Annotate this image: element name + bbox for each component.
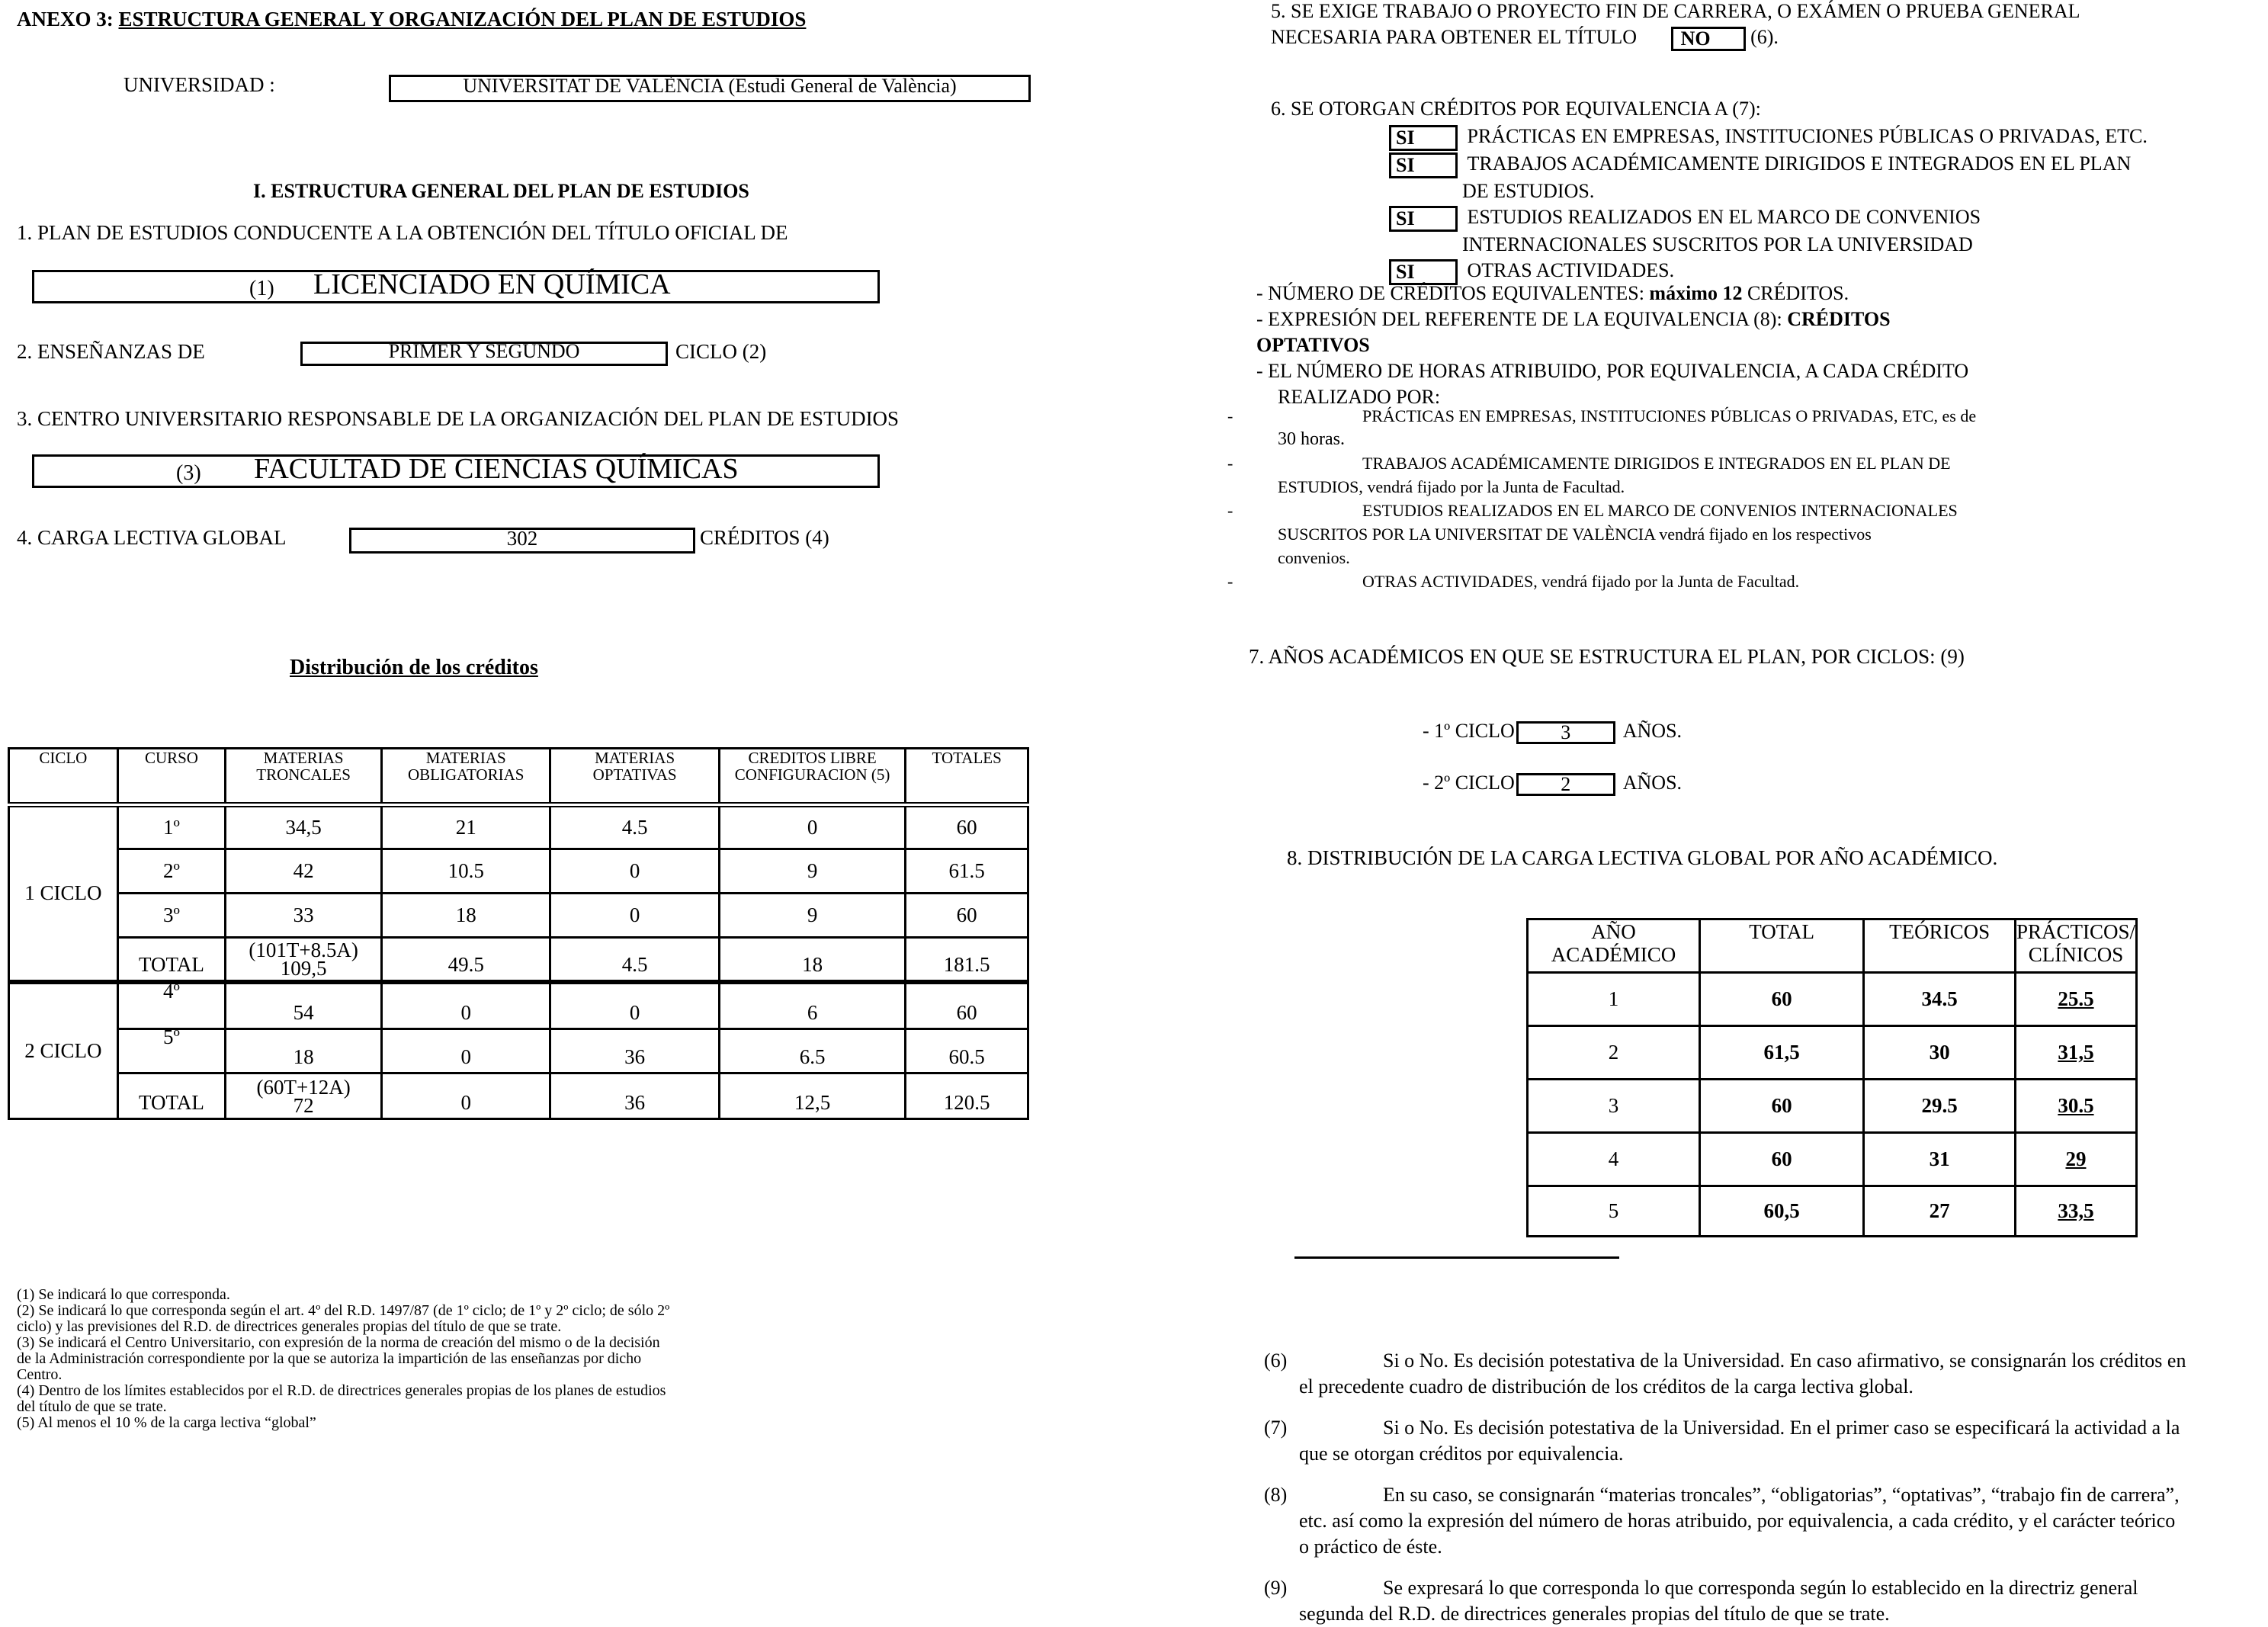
item-7-heading: 7. AÑOS ACADÉMICOS EN QUE SE ESTRUCTURA EL PLAN, POR CICLOS: (9) [1249, 645, 1965, 668]
obligatorias-cell: 18 [381, 894, 550, 938]
footnotes-left [17, 1287, 669, 1431]
table-header-row [1528, 919, 2137, 973]
cycle-2-years [1423, 772, 1682, 796]
troncales-cell: 18 [226, 1029, 382, 1073]
year-cell: 5 [1528, 1186, 1700, 1237]
bullet-text: ESTUDIOS REALIZADOS EN EL MARCO DE CONVENIOS INTERNACIONALES [1362, 501, 1958, 520]
note-ref: (9) [1264, 1577, 1288, 1599]
option-value: SI [1389, 259, 1458, 285]
total-row [9, 1073, 1028, 1119]
col-header: TOTAL [1699, 919, 1863, 973]
item-5-line2: NECESARIA PARA OBTENER EL TÍTULO NO (6). [1271, 26, 1779, 50]
item-2-label: 2. ENSEÑANZAS DE [17, 340, 205, 363]
equivalent-credits-value: máximo 12 [1649, 282, 1743, 304]
libre-cell: 6.5 [719, 1029, 906, 1073]
note-item [1264, 1575, 2263, 1627]
note-text-cont: segunda del R.D. de directrices generales propias del título de que se trate. [1299, 1603, 1890, 1625]
bullet-item [1227, 451, 2066, 499]
obligatorias-cell: 21 [381, 805, 550, 849]
totales-cell: 60.5 [906, 1029, 1028, 1073]
theory-cell: 30 [1864, 1026, 2016, 1080]
center-name: FACULTAD DE CIENCIAS QUÍMICAS [254, 453, 739, 485]
annex-title: ESTRUCTURA GENERAL Y ORGANIZACIÓN DEL PLAN DE ESTUDIOS [118, 8, 807, 30]
course-cell: 5º [117, 1029, 226, 1073]
item-4-label: 4. CARGA LECTIVA GLOBAL [17, 526, 287, 549]
university-value: UNIVERSITAT DE VALÈNCIA (Estudi General de València) [463, 75, 957, 97]
note-text-cont: el precedente cuadro de distribución de los créditos de la carga lectiva global. [1299, 1375, 1914, 1398]
troncales-cell [226, 1073, 382, 1119]
course-cell: TOTAL [117, 1073, 226, 1119]
table-row [1528, 1026, 2137, 1080]
col-header: MATERIAS TRONCALES [226, 749, 382, 805]
equivalence-reference: - EXPRESIÓN DEL REFERENTE DE LA EQUIVALENCIA (8): CRÉDITOS [1256, 308, 1891, 330]
col-header: TEÓRICOS [1864, 919, 2016, 973]
bullet-item [1227, 404, 2066, 451]
practice-cell: 33,5 [2015, 1186, 2136, 1237]
note-item [1264, 1348, 2263, 1400]
note-text: Si o No. Es decisión potestativa de la Universidad. En el primer caso se especificará la actividad a la [1383, 1417, 2180, 1439]
notes-divider [1294, 1256, 1619, 1259]
col-header: AÑO ACADÉMICO [1528, 919, 1700, 973]
equivalence-reference-cont: OPTATIVOS [1256, 334, 1370, 356]
bullet-dash: - [1227, 572, 1233, 591]
note-text-cont: o práctico de éste. [1299, 1536, 1442, 1558]
bullet-text-cont: SUSCRITOS POR LA UNIVERSITAT DE VALÈNCIA vendrá fijado en los respectivos [1278, 525, 1872, 544]
item-3-label: 3. CENTRO UNIVERSITARIO RESPONSABLE DE LA ORGANIZACIÓN DEL PLAN DE ESTUDIOS [17, 407, 900, 430]
total-row [9, 938, 1028, 982]
table-row [9, 1029, 1028, 1073]
obligatorias-cell: 49.5 [381, 938, 550, 982]
cycles-suffix: CICLO (2) [675, 340, 767, 363]
practice-cell: 30.5 [2015, 1080, 2136, 1133]
bullet-dash: - [1227, 406, 1233, 425]
totales-cell: 61.5 [906, 849, 1028, 894]
note-ref: (6) [1264, 1349, 1288, 1372]
course-cell: TOTAL [117, 938, 226, 982]
item-5-line1: 5. SE EXIGE TRABAJO O PROYECTO FIN DE CARRERA, O EXÁMEN O PRUEBA GENERAL [1271, 0, 2080, 22]
equivalence-option [1389, 151, 2148, 204]
obligatorias-cell: 0 [381, 1073, 550, 1119]
cycle-2-label: - 2º CICLO [1423, 772, 1515, 794]
optativas-cell: 0 [550, 894, 719, 938]
cycle-2-value: 2 [1516, 773, 1615, 796]
degree-title-field [32, 270, 880, 303]
totales-cell: 60 [906, 805, 1028, 849]
table-row [1528, 1080, 2137, 1133]
table-row [9, 805, 1028, 849]
total-cell: 60 [1699, 1133, 1863, 1186]
optativas-cell: 36 [550, 1073, 719, 1119]
footnote-line: (4) Dentro de los límites establecidos por el R.D. de directrices generales propias de los planes de estudios [17, 1382, 666, 1399]
total-cell: 60 [1699, 973, 1863, 1026]
totales-cell: 60 [906, 894, 1028, 938]
year-cell: 4 [1528, 1133, 1700, 1186]
bullet-text: TRABAJOS ACADÉMICAMENTE DIRIGIDOS E INTEGRADOS EN EL PLAN DE [1362, 454, 1951, 473]
table-row [9, 894, 1028, 938]
course-cell: 3º [117, 894, 226, 938]
col-header: CURSO [117, 749, 226, 805]
equivalence-option [1389, 124, 2148, 151]
optativas-cell: 0 [550, 982, 719, 1029]
footnote-line: de la Administración correspondiente por la que se autoriza la impartición de las enseñanzas por dicho [17, 1350, 642, 1367]
bullet-text: PRÁCTICAS EN EMPRESAS, INSTITUCIONES PÚBLICAS O PRIVADAS, ETC, es de [1362, 406, 1977, 425]
troncales-cell: 42 [226, 849, 382, 894]
university-label: UNIVERSIDAD : [124, 73, 275, 96]
note-text: En su caso, se consignarán “materias troncales”, “obligatorias”, “optativas”, “trabajo fin de carrera”, [1383, 1484, 2180, 1506]
table-row [1528, 1133, 2137, 1186]
cycle-1-years [1423, 720, 1682, 744]
libre-cell: 9 [719, 894, 906, 938]
practice-cell: 31,5 [2015, 1026, 2136, 1080]
troncales-cell: 54 [226, 982, 382, 1029]
footnote-line: (1) Se indicará lo que corresponda. [17, 1286, 230, 1303]
note-text: Si o No. Es decisión potestativa de la Universidad. En caso afirmativo, se consignarán los créditos en [1383, 1349, 2186, 1372]
note-ref: (8) [1264, 1484, 1288, 1506]
libre-cell: 9 [719, 849, 906, 894]
totales-cell: 120.5 [906, 1073, 1028, 1119]
hours-bullets [1227, 404, 2066, 593]
cycle-1-value: 3 [1516, 721, 1615, 744]
degree-ref: (1) [249, 277, 274, 300]
troncales-note: (101T+8.5A) [249, 938, 358, 961]
hours-line: REALIZADO POR: [1278, 386, 1441, 408]
footnote-line: (5) Al menos el 10 % de la carga lectiva “global” [17, 1414, 316, 1431]
course-cell: 1º [117, 805, 226, 849]
note-item [1264, 1415, 2263, 1467]
equivalence-options [1389, 124, 2148, 285]
bullet-item [1227, 570, 2066, 593]
libre-cell: 18 [719, 938, 906, 982]
libre-cell: 0 [719, 805, 906, 849]
item-5 [1271, 0, 2080, 51]
equivalence-option [1389, 204, 2148, 258]
bullet-text-cont: 30 horas. [1278, 429, 1345, 449]
hours-line: - EL NÚMERO DE HORAS ATRIBUIDO, POR EQUIVALENCIA, A CADA CRÉDITO [1256, 360, 1969, 382]
option-label: PRÁCTICAS EN EMPRESAS, INSTITUCIONES PÚBLICAS O PRIVADAS, ETC. [1467, 125, 2148, 147]
year-cell: 1 [1528, 973, 1700, 1026]
course-cell: 4º [117, 982, 226, 1029]
option-value: SI [1389, 125, 1458, 151]
total-cell: 60 [1699, 1080, 1863, 1133]
troncales-cell [226, 938, 382, 982]
load-per-year-table [1526, 918, 2138, 1237]
optativas-cell: 36 [550, 1029, 719, 1073]
option-label-cont: DE ESTUDIOS. [1462, 180, 1595, 203]
bullet-dash: - [1227, 454, 1233, 473]
equivalence-reference-value: CRÉDITOS [1787, 308, 1891, 330]
practice-cell: 29 [2015, 1133, 2136, 1186]
note-ref: (7) [1264, 1417, 1288, 1439]
table-row [1528, 973, 2137, 1026]
option-value: SI [1389, 152, 1458, 178]
section-heading: I. ESTRUCTURA GENERAL DEL PLAN DE ESTUDIOS [253, 180, 749, 202]
item-1-label: 1. PLAN DE ESTUDIOS CONDUCENTE A LA OBTENCIÓN DEL TÍTULO OFICIAL DE [17, 221, 788, 244]
item-8-heading: 8. DISTRIBUCIÓN DE LA CARGA LECTIVA GLOBAL POR AÑO ACADÉMICO. [1287, 846, 1998, 869]
col-header: MATERIAS OPTATIVAS [550, 749, 719, 805]
bullet-text-cont: ESTUDIOS, vendrá fijado por la Junta de Facultad. [1278, 477, 1625, 496]
global-load-suffix: CRÉDITOS (4) [700, 526, 829, 549]
troncales-cell: 33 [226, 894, 382, 938]
credits-distribution-table [8, 747, 1029, 1120]
total-cell: 60,5 [1699, 1186, 1863, 1237]
col-header: CICLO [9, 749, 118, 805]
equivalence-details [1256, 281, 1968, 410]
table-header-row [9, 749, 1028, 805]
bullet-text: OTRAS ACTIVIDADES, vendrá fijado por la Junta de Facultad. [1362, 572, 1800, 591]
troncales-value: 109,5 [280, 956, 327, 980]
final-project-value: NO [1671, 27, 1746, 51]
theory-cell: 31 [1864, 1133, 2016, 1186]
obligatorias-cell: 10.5 [381, 849, 550, 894]
cycle-1-label: - 1º CICLO [1423, 720, 1515, 742]
option-label: ESTUDIOS REALIZADOS EN EL MARCO DE CONVENIOS [1467, 206, 1981, 229]
troncales-note: (60T+12A) [256, 1075, 351, 1099]
final-project-ref: (6). [1750, 26, 1779, 48]
annex-label: ANEXO 3: [17, 8, 114, 30]
year-cell: 3 [1528, 1080, 1700, 1133]
troncales-value: 72 [293, 1093, 314, 1117]
footnote-line: Centro. [17, 1366, 63, 1383]
footnote-line: (2) Se indicará lo que corresponda según el art. 4º del R.D. 1497/87 (de 1º ciclo; de 1º y 2º ciclo; de sólo 2º [17, 1302, 670, 1319]
col-header: TOTALES [906, 749, 1028, 805]
university-field [389, 75, 1031, 102]
col-header: MATERIAS OBLIGATORIAS [381, 749, 550, 805]
distribution-title: Distribución de los créditos [290, 656, 538, 679]
libre-cell: 6 [719, 982, 906, 1029]
optativas-cell: 4.5 [550, 938, 719, 982]
cycle-1-unit: AÑOS. [1622, 720, 1683, 742]
degree-title: LICENCIADO EN QUÍMICA [313, 268, 671, 300]
obligatorias-cell: 0 [381, 1029, 550, 1073]
annex-heading [17, 8, 806, 31]
bullet-dash: - [1227, 501, 1233, 520]
cycles-field [300, 342, 668, 366]
equivalent-credits: - NÚMERO DE CRÉDITOS EQUIVALENTES: máximo 12 CRÉDITOS. [1256, 282, 1849, 304]
table-row [9, 849, 1028, 894]
theory-cell: 34.5 [1864, 973, 2016, 1026]
bullet-item [1227, 499, 2066, 570]
totales-cell: 181.5 [906, 938, 1028, 982]
global-load-field [349, 528, 695, 554]
course-cell: 2º [117, 849, 226, 894]
bullet-text-cont: convenios. [1278, 548, 1350, 567]
note-text-cont: etc. así como la expresión del número de horas atribuido, por equivalencia, a cada crédito, y el carácter teórico [1299, 1510, 2176, 1532]
footnote-line: del título de que se trate. [17, 1398, 167, 1415]
col-header: PRÁCTICOS/ CLÍNICOS [2015, 919, 2136, 973]
optativas-cell: 0 [550, 849, 719, 894]
footnote-line: ciclo) y las previsiones del R.D. de directrices generales propias del título de que se trate. [17, 1318, 562, 1335]
table-row [9, 982, 1028, 1029]
theory-cell: 29.5 [1864, 1080, 2016, 1133]
global-load-value: 302 [506, 527, 538, 550]
theory-cell: 27 [1864, 1186, 2016, 1237]
option-label: TRABAJOS ACADÉMICAMENTE DIRIGIDOS E INTEGRADOS EN EL PLAN [1467, 152, 2132, 175]
note-text: Se expresará lo que corresponda lo que corresponda según lo establecido en la directriz general [1383, 1577, 2138, 1599]
total-cell: 61,5 [1699, 1026, 1863, 1080]
obligatorias-cell: 0 [381, 982, 550, 1029]
notes-right [1264, 1348, 2263, 1627]
note-item [1264, 1482, 2263, 1560]
note-text-cont: que se otorgan créditos por equivalencia. [1299, 1442, 1624, 1465]
footnote-line: (3) Se indicará el Centro Universitario, con expresión de la norma de creación del mismo o de la decisión [17, 1334, 660, 1351]
center-ref: (3) [176, 461, 201, 485]
col-header: CREDITOS LIBRE CONFIGURACION (5) [719, 749, 906, 805]
option-value: SI [1389, 206, 1458, 232]
item-6-heading: 6. SE OTORGAN CRÉDITOS POR EQUIVALENCIA A (7): [1271, 98, 1761, 120]
center-field [32, 454, 880, 488]
option-label: OTRAS ACTIVIDADES. [1467, 259, 1675, 282]
totales-cell: 60 [906, 982, 1028, 1029]
optativas-cell: 4.5 [550, 805, 719, 849]
cycles-value: PRIMER Y SEGUNDO [388, 340, 580, 362]
practice-cell: 25.5 [2015, 973, 2136, 1026]
cycle-cell: 1 CICLO [9, 805, 118, 982]
table-row [1528, 1186, 2137, 1237]
year-cell: 2 [1528, 1026, 1700, 1080]
cycle-cell: 2 CICLO [9, 982, 118, 1119]
cycle-2-unit: AÑOS. [1622, 772, 1683, 794]
option-label-cont: INTERNACIONALES SUSCRITOS POR LA UNIVERSIDAD [1462, 233, 1973, 256]
libre-cell: 12,5 [719, 1073, 906, 1119]
troncales-cell: 34,5 [226, 805, 382, 849]
